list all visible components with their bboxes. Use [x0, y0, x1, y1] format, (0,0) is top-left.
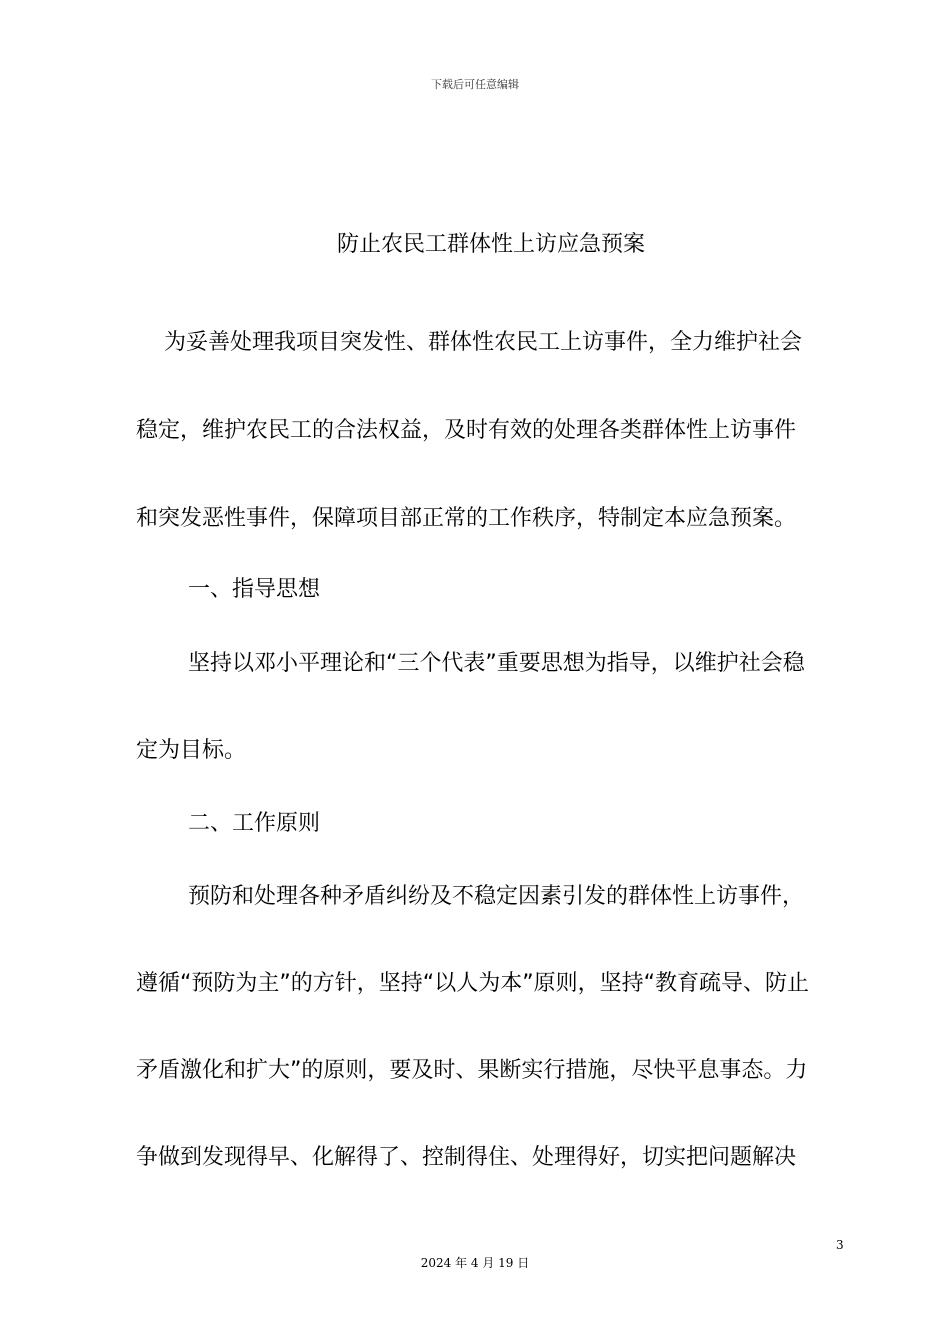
intro-line: 为妥善处理我项目突发性、群体性农民工上访事件，全力维护社会: [164, 330, 803, 355]
paragraph-line: 争做到发现得早、化解得了、控制得住、处理得好，切实把问题解决: [136, 1145, 797, 1170]
intro-line: 稳定，维护农民工的合法权益，及时有效的处理各类群体性上访事件: [136, 418, 797, 443]
header-note: 下载后可任意编辑: [431, 78, 519, 91]
paragraph-line: 遵循“预防为主”的方针，坚持“以人为本”原则，坚持“教育疏导、防止: [136, 971, 809, 996]
paragraph-line: 定为目标。: [136, 738, 247, 763]
intro-line: 和突发恶性事件，保障项目部正常的工作秩序，特制定本应急预案。: [136, 506, 797, 531]
paragraph-line: 矛盾激化和扩大”的原则，要及时、果断实行措施，尽快平息事态。力: [136, 1058, 808, 1083]
page-number: 3: [836, 1238, 844, 1252]
document-title: 防止农民工群体性上访应急预案: [336, 232, 645, 257]
section-heading-guiding-ideology: 一、指导思想: [188, 577, 321, 602]
section-heading-working-principles: 二、工作原则: [188, 811, 321, 836]
footer-date: 2024 年 4 月 19 日: [420, 1256, 530, 1270]
paragraph-line: 坚持以邓小平理论和“三个代表”重要思想为指导，以维护社会稳: [188, 651, 805, 676]
paragraph-line: 预防和处理各种矛盾纠纷及不稳定因素引发的群体性上访事件，: [188, 884, 805, 909]
